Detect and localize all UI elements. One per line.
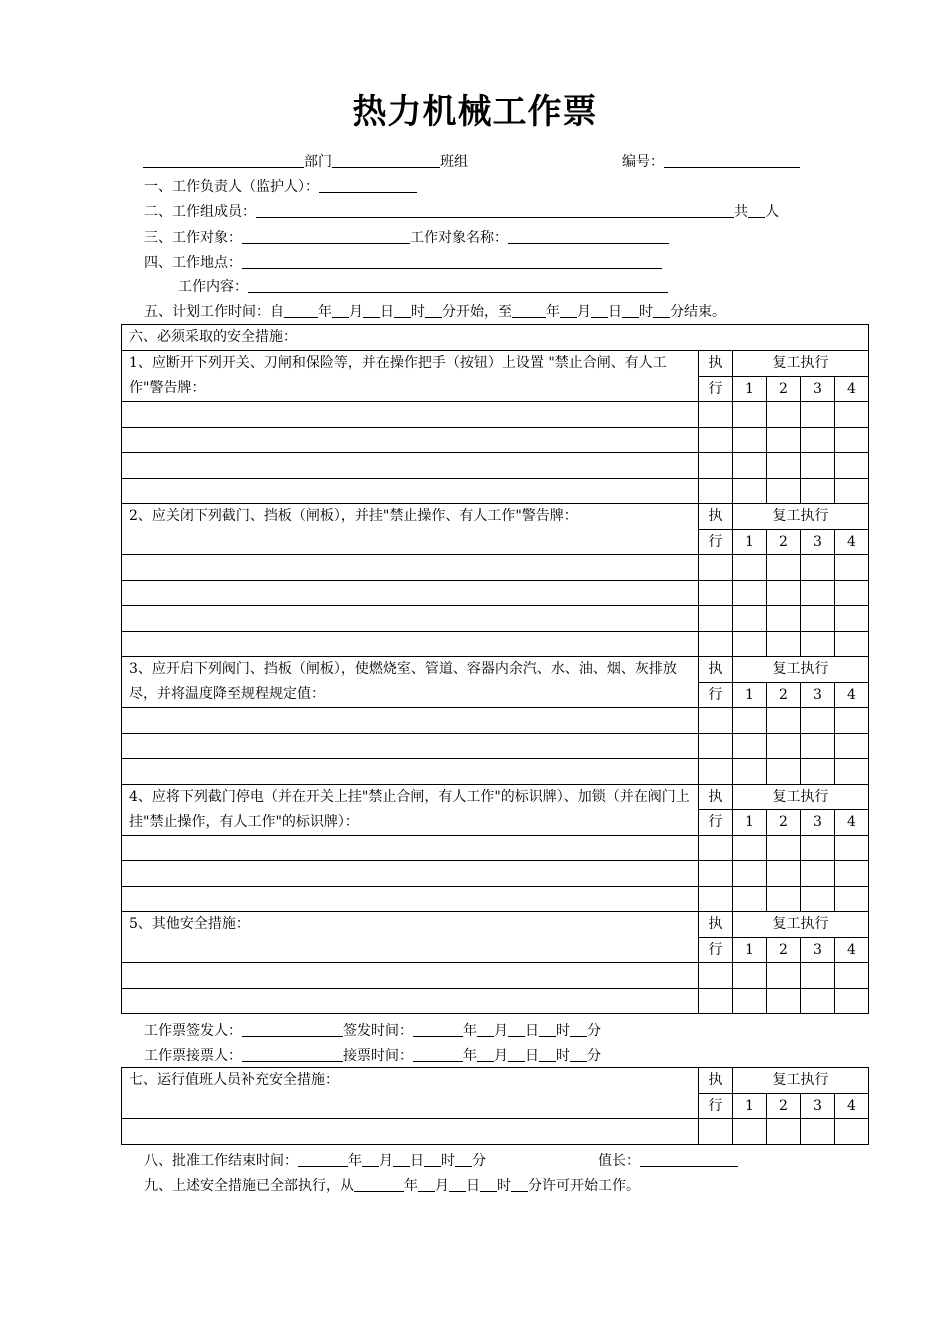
location-label: 四、工作地点：	[144, 255, 242, 271]
year-unit: 年	[463, 1023, 477, 1039]
check-cell[interactable]	[835, 886, 869, 912]
check-cell[interactable]	[733, 708, 767, 734]
table-row	[122, 784, 869, 810]
table-row	[122, 912, 869, 938]
check-cell[interactable]	[733, 988, 767, 1014]
measure-1-text: 1、应断开下列开关、刀闸和保险等，并在操作把手（按钮）上设置 "禁止合闸、有人工作"警告牌：	[122, 351, 699, 402]
chief-field[interactable]	[640, 1151, 738, 1167]
approve-label: 八、批准工作结束时间：	[144, 1153, 298, 1169]
table-row[interactable]	[122, 708, 869, 734]
check-cell[interactable]	[835, 963, 869, 989]
check-cell[interactable]	[801, 555, 835, 581]
receiver-label: 工作票接票人：	[144, 1048, 242, 1064]
year-unit: 年	[348, 1153, 362, 1169]
object-line	[144, 228, 669, 248]
measure-cell[interactable]	[122, 453, 699, 479]
check-cell[interactable]	[835, 835, 869, 861]
table-row[interactable]	[122, 402, 869, 428]
check-cell[interactable]	[767, 555, 801, 581]
check-cell[interactable]	[733, 759, 767, 785]
supplement-title: 七、运行值班人员补充安全措施：	[122, 1068, 699, 1119]
final-hour-field[interactable]	[480, 1176, 497, 1192]
check-cell[interactable]	[699, 708, 733, 734]
receive-minute-field[interactable]	[570, 1046, 587, 1062]
plan-end-minute-field[interactable]	[653, 302, 670, 318]
check-cell[interactable]	[767, 886, 801, 912]
check-cell[interactable]	[733, 478, 767, 504]
check-cell[interactable]	[699, 478, 733, 504]
plan-end-year-field[interactable]	[512, 302, 546, 318]
receive-month-field[interactable]	[477, 1046, 494, 1062]
check-cell[interactable]	[801, 427, 835, 453]
issue-time-label: 签发时间：	[343, 1023, 413, 1039]
check-cell[interactable]	[801, 1119, 835, 1145]
check-cell[interactable]	[699, 402, 733, 428]
check-cell[interactable]	[835, 1119, 869, 1145]
leader-label: 一、工作负责人（监护人）：	[144, 179, 319, 195]
day-unit: 日	[525, 1048, 539, 1064]
receive-time-label: 接票时间：	[343, 1048, 413, 1064]
table-row	[122, 657, 869, 683]
final-day-field[interactable]	[449, 1176, 466, 1192]
section-six-title: 六、必须采取的安全措施：	[122, 325, 869, 351]
approve-hour-field[interactable]	[424, 1151, 441, 1167]
member-count-field[interactable]	[748, 202, 765, 218]
approve-month-field[interactable]	[362, 1151, 379, 1167]
plan-start-day-field[interactable]	[363, 302, 380, 318]
receive-hour-field[interactable]	[539, 1046, 556, 1062]
final-minute-field[interactable]	[511, 1176, 528, 1192]
check-cell[interactable]	[835, 402, 869, 428]
check-cell[interactable]	[801, 606, 835, 632]
check-cell[interactable]	[699, 580, 733, 606]
table-row[interactable]	[122, 988, 869, 1014]
table-row[interactable]	[122, 759, 869, 785]
check-cell[interactable]	[801, 886, 835, 912]
day-unit: 日	[608, 304, 622, 320]
check-cell[interactable]	[733, 453, 767, 479]
resume-col-1: 1	[733, 682, 767, 708]
month-unit: 月	[494, 1023, 508, 1039]
measure-cell[interactable]	[122, 606, 699, 632]
table-row[interactable]	[122, 453, 869, 479]
check-cell[interactable]	[733, 733, 767, 759]
table-row[interactable]	[122, 631, 869, 657]
receiver-field[interactable]	[242, 1046, 343, 1062]
chief-label: 值长：	[598, 1153, 640, 1169]
members-field[interactable]	[256, 202, 734, 218]
check-cell[interactable]	[733, 580, 767, 606]
exec-header: 执	[699, 1068, 733, 1094]
measure-cell[interactable]	[122, 861, 699, 887]
check-cell[interactable]	[835, 733, 869, 759]
check-cell[interactable]	[835, 631, 869, 657]
table-row[interactable]	[122, 1119, 869, 1145]
supplement-table	[121, 1067, 869, 1145]
team-name-field[interactable]	[332, 152, 440, 168]
resume-col-1: 1	[733, 529, 767, 555]
check-cell[interactable]	[733, 861, 767, 887]
check-cell[interactable]	[733, 427, 767, 453]
check-cell[interactable]	[801, 759, 835, 785]
check-cell[interactable]	[801, 478, 835, 504]
resume-header: 复工执行	[733, 657, 869, 683]
receiver-line	[144, 1046, 601, 1066]
year-unit: 年	[318, 304, 332, 320]
number-field[interactable]	[664, 152, 800, 168]
check-cell[interactable]	[801, 631, 835, 657]
resume-col-1: 1	[733, 810, 767, 836]
issuer-line	[144, 1021, 601, 1041]
chief-line	[598, 1151, 738, 1171]
hour-unit: 时	[411, 304, 425, 320]
table-row[interactable]	[122, 555, 869, 581]
plan-label: 五、计划工作时间：自	[144, 304, 284, 320]
year-unit: 年	[463, 1048, 477, 1064]
exec-header: 执	[699, 504, 733, 530]
content-label: 工作内容：	[178, 279, 248, 295]
issue-minute-field[interactable]	[570, 1021, 587, 1037]
check-cell[interactable]	[699, 759, 733, 785]
object-field[interactable]	[242, 228, 410, 244]
resume-col-3: 3	[801, 376, 835, 402]
check-cell[interactable]	[835, 708, 869, 734]
month-unit: 月	[349, 304, 363, 320]
hour-unit: 时	[441, 1153, 455, 1169]
check-cell[interactable]	[801, 963, 835, 989]
check-cell[interactable]	[733, 402, 767, 428]
table-row[interactable]	[122, 861, 869, 887]
resume-header: 复工执行	[733, 351, 869, 377]
exec-header: 执	[699, 912, 733, 938]
issuer-field[interactable]	[242, 1021, 343, 1037]
receive-day-field[interactable]	[508, 1046, 525, 1062]
exec-header: 行	[699, 529, 733, 555]
exec-header: 执	[699, 657, 733, 683]
object-name-label: 工作对象名称：	[410, 230, 508, 246]
final-year-field[interactable]	[354, 1176, 404, 1192]
check-cell[interactable]	[767, 1119, 801, 1145]
check-cell[interactable]	[801, 835, 835, 861]
day-unit: 日	[380, 304, 394, 320]
table-row[interactable]	[122, 835, 869, 861]
hour-unit: 时	[556, 1023, 570, 1039]
location-field[interactable]	[242, 253, 662, 269]
exec-header: 行	[699, 1093, 733, 1119]
check-cell[interactable]	[835, 606, 869, 632]
minute-unit: 分	[587, 1023, 601, 1039]
check-cell[interactable]	[699, 1119, 733, 1145]
resume-col-2: 2	[767, 1093, 801, 1119]
check-cell[interactable]	[767, 606, 801, 632]
check-cell[interactable]	[699, 733, 733, 759]
check-cell[interactable]	[767, 835, 801, 861]
month-unit: 月	[577, 304, 591, 320]
members-label: 二、工作组成员：	[144, 204, 256, 220]
issue-hour-field[interactable]	[539, 1021, 556, 1037]
day-unit: 日	[410, 1153, 424, 1169]
issuer-label: 工作票签发人：	[144, 1023, 242, 1039]
final-month-field[interactable]	[418, 1176, 435, 1192]
check-cell[interactable]	[801, 861, 835, 887]
hour-unit: 时	[497, 1178, 511, 1194]
check-cell[interactable]	[699, 555, 733, 581]
plan-start-month-field[interactable]	[332, 302, 349, 318]
check-cell[interactable]	[801, 708, 835, 734]
check-cell[interactable]	[699, 427, 733, 453]
resume-col-4: 4	[835, 937, 869, 963]
header-line	[143, 152, 468, 172]
measure-5-text: 5、其他安全措施：	[122, 912, 699, 963]
resume-col-3: 3	[801, 682, 835, 708]
plan-end-text: 分结束。	[670, 304, 726, 320]
object-label: 三、工作对象：	[144, 230, 242, 246]
resume-col-1: 1	[733, 376, 767, 402]
resume-col-1: 1	[733, 1093, 767, 1119]
resume-col-2: 2	[767, 682, 801, 708]
resume-col-3: 3	[801, 529, 835, 555]
table-row[interactable]	[122, 733, 869, 759]
leader-line	[144, 177, 417, 197]
check-cell[interactable]	[767, 733, 801, 759]
check-cell[interactable]	[767, 963, 801, 989]
check-cell[interactable]	[733, 606, 767, 632]
safety-measures-table	[121, 324, 869, 1014]
receive-year-field[interactable]	[413, 1046, 463, 1062]
day-unit: 日	[466, 1178, 480, 1194]
check-cell[interactable]	[699, 988, 733, 1014]
minute-unit: 分	[587, 1048, 601, 1064]
exec-header: 行	[699, 376, 733, 402]
measure-cell[interactable]	[122, 759, 699, 785]
final-line	[144, 1176, 640, 1196]
plan-start-minute-field[interactable]	[425, 302, 442, 318]
check-cell[interactable]	[835, 759, 869, 785]
check-cell[interactable]	[835, 478, 869, 504]
resume-col-4: 4	[835, 682, 869, 708]
plan-start-year-field[interactable]	[284, 302, 318, 318]
measure-cell[interactable]	[122, 708, 699, 734]
table-row[interactable]	[122, 478, 869, 504]
measure-cell[interactable]	[122, 886, 699, 912]
check-cell[interactable]	[767, 580, 801, 606]
check-cell[interactable]	[733, 631, 767, 657]
check-cell[interactable]	[733, 886, 767, 912]
dept-label: 部门	[304, 154, 332, 170]
approve-day-field[interactable]	[393, 1151, 410, 1167]
final-label: 九、上述安全措施已全部执行，从	[144, 1178, 354, 1194]
table-row	[122, 504, 869, 530]
resume-col-4: 4	[835, 376, 869, 402]
resume-col-3: 3	[801, 937, 835, 963]
exec-header: 行	[699, 937, 733, 963]
check-cell[interactable]	[767, 631, 801, 657]
table-row[interactable]	[122, 606, 869, 632]
measure-cell[interactable]	[122, 478, 699, 504]
hour-unit: 时	[639, 304, 653, 320]
check-cell[interactable]	[835, 988, 869, 1014]
check-cell[interactable]	[835, 555, 869, 581]
check-cell[interactable]	[699, 606, 733, 632]
plan-start-text: 分开始，至	[442, 304, 512, 320]
measure-cell[interactable]	[122, 631, 699, 657]
check-cell[interactable]	[767, 402, 801, 428]
check-cell[interactable]	[699, 453, 733, 479]
measure-2-text: 2、应关闭下列截门、挡板（闸板），并挂"禁止操作、有人工作"警告牌：	[122, 504, 699, 555]
check-cell[interactable]	[767, 759, 801, 785]
exec-header: 行	[699, 682, 733, 708]
minute-unit: 分	[472, 1153, 486, 1169]
issue-day-field[interactable]	[508, 1021, 525, 1037]
content-field[interactable]	[248, 277, 668, 293]
resume-col-4: 4	[835, 1093, 869, 1119]
resume-header: 复工执行	[733, 784, 869, 810]
resume-header: 复工执行	[733, 912, 869, 938]
leader-field[interactable]	[319, 177, 417, 193]
resume-header: 复工执行	[733, 1068, 869, 1094]
measure-cell[interactable]	[122, 555, 699, 581]
plan-start-hour-field[interactable]	[394, 302, 411, 318]
department-name-field[interactable]	[143, 152, 304, 168]
check-cell[interactable]	[801, 580, 835, 606]
day-unit: 日	[525, 1023, 539, 1039]
month-unit: 月	[435, 1178, 449, 1194]
plan-end-hour-field[interactable]	[622, 302, 639, 318]
issue-month-field[interactable]	[477, 1021, 494, 1037]
month-unit: 月	[379, 1153, 393, 1169]
check-cell[interactable]	[801, 453, 835, 479]
approve-minute-field[interactable]	[455, 1151, 472, 1167]
approve-year-field[interactable]	[298, 1151, 348, 1167]
check-cell[interactable]	[767, 453, 801, 479]
measure-cell[interactable]	[122, 963, 699, 989]
table-row	[122, 1068, 869, 1094]
measure-cell[interactable]	[122, 1119, 699, 1145]
year-unit: 年	[404, 1178, 418, 1194]
measure-cell[interactable]	[122, 988, 699, 1014]
check-cell[interactable]	[801, 733, 835, 759]
table-row[interactable]	[122, 963, 869, 989]
check-cell[interactable]	[767, 708, 801, 734]
measure-4-text: 4、应将下列截门停电（并在开关上挂"禁止合闸，有人工作"的标识牌）、加锁（并在阀门上挂"禁止操作，有人工作"的标识牌）：	[122, 784, 699, 835]
table-row[interactable]	[122, 427, 869, 453]
check-cell[interactable]	[801, 402, 835, 428]
exec-header: 行	[699, 810, 733, 836]
total-prefix: 共	[734, 204, 748, 220]
approve-line	[144, 1151, 486, 1171]
plan-end-month-field[interactable]	[560, 302, 577, 318]
measure-cell[interactable]	[122, 427, 699, 453]
measure-cell[interactable]	[122, 402, 699, 428]
resume-col-4: 4	[835, 810, 869, 836]
number-label: 编号：	[622, 154, 664, 170]
table-row	[122, 351, 869, 377]
check-cell[interactable]	[733, 1119, 767, 1145]
measure-cell[interactable]	[122, 835, 699, 861]
resume-col-2: 2	[767, 810, 801, 836]
content-line	[178, 277, 668, 297]
resume-col-4: 4	[835, 529, 869, 555]
resume-col-2: 2	[767, 376, 801, 402]
hour-unit: 时	[556, 1048, 570, 1064]
plan-end-day-field[interactable]	[591, 302, 608, 318]
issue-year-field[interactable]	[413, 1021, 463, 1037]
total-suffix: 人	[765, 204, 779, 220]
measure-cell[interactable]	[122, 733, 699, 759]
year-unit: 年	[546, 304, 560, 320]
check-cell[interactable]	[767, 988, 801, 1014]
check-cell[interactable]	[699, 861, 733, 887]
check-cell[interactable]	[835, 453, 869, 479]
month-unit: 月	[494, 1048, 508, 1064]
check-cell[interactable]	[767, 861, 801, 887]
check-cell[interactable]	[733, 555, 767, 581]
resume-col-2: 2	[767, 937, 801, 963]
location-line	[144, 253, 662, 273]
members-line	[144, 202, 779, 222]
table-row	[122, 325, 869, 351]
resume-col-3: 3	[801, 1093, 835, 1119]
object-name-field[interactable]	[508, 228, 669, 244]
check-cell[interactable]	[699, 886, 733, 912]
check-cell[interactable]	[835, 861, 869, 887]
team-label: 班组	[440, 154, 468, 170]
check-cell[interactable]	[767, 478, 801, 504]
check-cell[interactable]	[767, 427, 801, 453]
measure-3-text: 3、应开启下列阀门、挡板（闸板），使燃烧室、管道、容器内余汽、水、油、烟、灰排放尽，并将温度降至规程规定值：	[122, 657, 699, 708]
plan-line	[144, 302, 726, 322]
measure-cell[interactable]	[122, 580, 699, 606]
final-suffix: 分许可开始工作。	[528, 1178, 640, 1194]
check-cell[interactable]	[699, 631, 733, 657]
number-line	[622, 152, 800, 172]
check-cell[interactable]	[835, 580, 869, 606]
exec-header: 执	[699, 351, 733, 377]
table-row[interactable]	[122, 580, 869, 606]
check-cell[interactable]	[733, 963, 767, 989]
check-cell[interactable]	[733, 835, 767, 861]
check-cell[interactable]	[835, 427, 869, 453]
resume-col-1: 1	[733, 937, 767, 963]
check-cell[interactable]	[699, 963, 733, 989]
check-cell[interactable]	[699, 835, 733, 861]
exec-header: 执	[699, 784, 733, 810]
resume-col-3: 3	[801, 810, 835, 836]
resume-col-2: 2	[767, 529, 801, 555]
page-title: 热力机械工作票	[352, 92, 598, 132]
resume-header: 复工执行	[733, 504, 869, 530]
check-cell[interactable]	[801, 988, 835, 1014]
table-row[interactable]	[122, 886, 869, 912]
